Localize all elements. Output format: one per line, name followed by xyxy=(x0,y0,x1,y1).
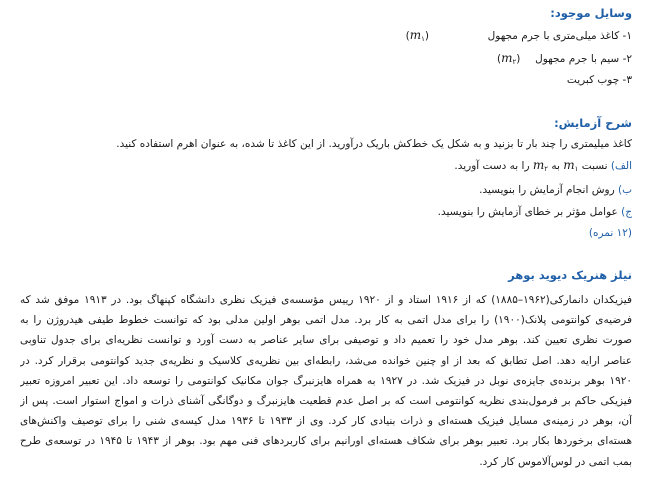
materials-item-2-symbol: $(m_۲)$ xyxy=(497,51,521,66)
procedure-item-a-text2: به xyxy=(551,160,560,172)
procedure-item-a xyxy=(454,158,632,176)
procedure-item-a-label: الف) xyxy=(610,160,632,172)
procedure-item-c-label: ج) xyxy=(621,206,632,218)
bio-line: فیزیکدان دانمارکی(۱۹۶۲–۱۸۸۵) که از ۱۹۱۶ استاد و از ۱۹۲۰ رییس مؤسسه‌ی فیزیک نظری دانشگاه کپنهاگ بود. در ۱۹۱۳ موفق شد که xyxy=(20,294,632,306)
bio-paragraph xyxy=(20,290,632,472)
materials-item-1-symbol: $(m_۱)$ xyxy=(405,28,429,43)
bio-line: آن، بوهر در زمینه‌ی مسایل فیزیک هسته‌ای و ذرات بنیادی کار کرد. وی از ۱۹۳۳ تا ۱۹۳۶ مدل کیسه‌ی شنی را برای توصیف واکنش‌های xyxy=(20,415,632,428)
bio-line: صورت نظری تعیین کند. بوهر مدل خود را تعمیم داد و توصیفی برای سایر عناصر به دست آورد و توانست نظریه‌ای برای جدول تناوبی xyxy=(20,334,632,347)
bio-heading: نیلز هنریک دیوید بوهر xyxy=(508,268,632,282)
materials-heading: وسایل موجود: xyxy=(550,6,632,20)
procedure-item-c xyxy=(438,205,632,219)
bio-line: بمب اتمی در لوس‌آلاموس کار کرد. xyxy=(479,455,632,468)
procedure-score: (۱۲ نمره) xyxy=(588,227,632,239)
procedure-item-b-text: روش انجام آزمایش را بنویسید. xyxy=(479,184,615,196)
procedure-item-a-text1: نسبت xyxy=(581,160,608,172)
procedure-item-a-text3: را به دست آورید. xyxy=(454,160,530,172)
materials-item-1-text: ۱- کاغذ میلی‌متری با جرم مجهول xyxy=(487,30,632,42)
materials-item-2-text: ۲- سیم با جرم مجهول xyxy=(535,53,632,65)
procedure-item-a-sym1: $m_۱$ xyxy=(563,158,579,173)
bio-line: هسته‌ای برخوردها بکار برد. تعبیر بوهر برای شکاف هسته‌ای اورانیم برای کاربردهای فنی مهم بود. بوهر از ۱۹۴۳ تا ۱۹۴۵ در توسعه‌ی طرح xyxy=(20,435,632,448)
procedure-text: کاغذ میلیمتری را چند بار تا بزنید و به شکل یک خط‌کش باریک درآورید. از این کاغذ تا شده، به عنوان اهرم استفاده کنید. xyxy=(116,138,632,150)
procedure-item-b-label: ب) xyxy=(618,184,632,196)
bio-line: فیزیکی حاکم بر فرمول‌بندی نظریه کوانتومی است که بر اصل عدم قطعیت هایزنبرگ و دوگانگی آشنای ذرات و امواج استوار است. پس از xyxy=(20,395,632,408)
bio-line: ۱۹۲۰ بوهر برنده‌ی جایزه‌ی نوبل در فیزیک شد. در ۱۹۲۷ به همراه هایزنبرگ جوان مکانیک کوانتومی را توسعه داد. این تعبیر امروزه تعبیر xyxy=(20,374,632,387)
procedure-heading: شرح آزمایش: xyxy=(554,116,632,130)
procedure-item-b xyxy=(479,183,632,197)
bio-line: فرضیه‌ی کوانتومی پلانک(۱۹۰۰) را برای مدل اتمی به کار برد. مدل اتمی بوهر اولین مدلی بود که توانست خطوط طیفی هیدروژن را به xyxy=(20,314,632,327)
bio-line: عناصر ارایه دهد. اصل تطابق که بعد از او چنین خوانده می‌شد، رابطه‌ای بین نظریه‌ی کلاسیک و نظریه‌ی جدید کوانتومی برقرار کرد. در xyxy=(20,354,632,367)
materials-item-3: ۳- چوب کبریت xyxy=(566,74,632,86)
materials-item-2 xyxy=(497,51,632,69)
materials-item-1 xyxy=(406,28,632,46)
procedure-item-c-text: عوامل مؤثر بر خطای آزمایش را بنویسید. xyxy=(437,206,618,218)
procedure-item-a-sym2: $m_۲$ xyxy=(532,158,549,173)
